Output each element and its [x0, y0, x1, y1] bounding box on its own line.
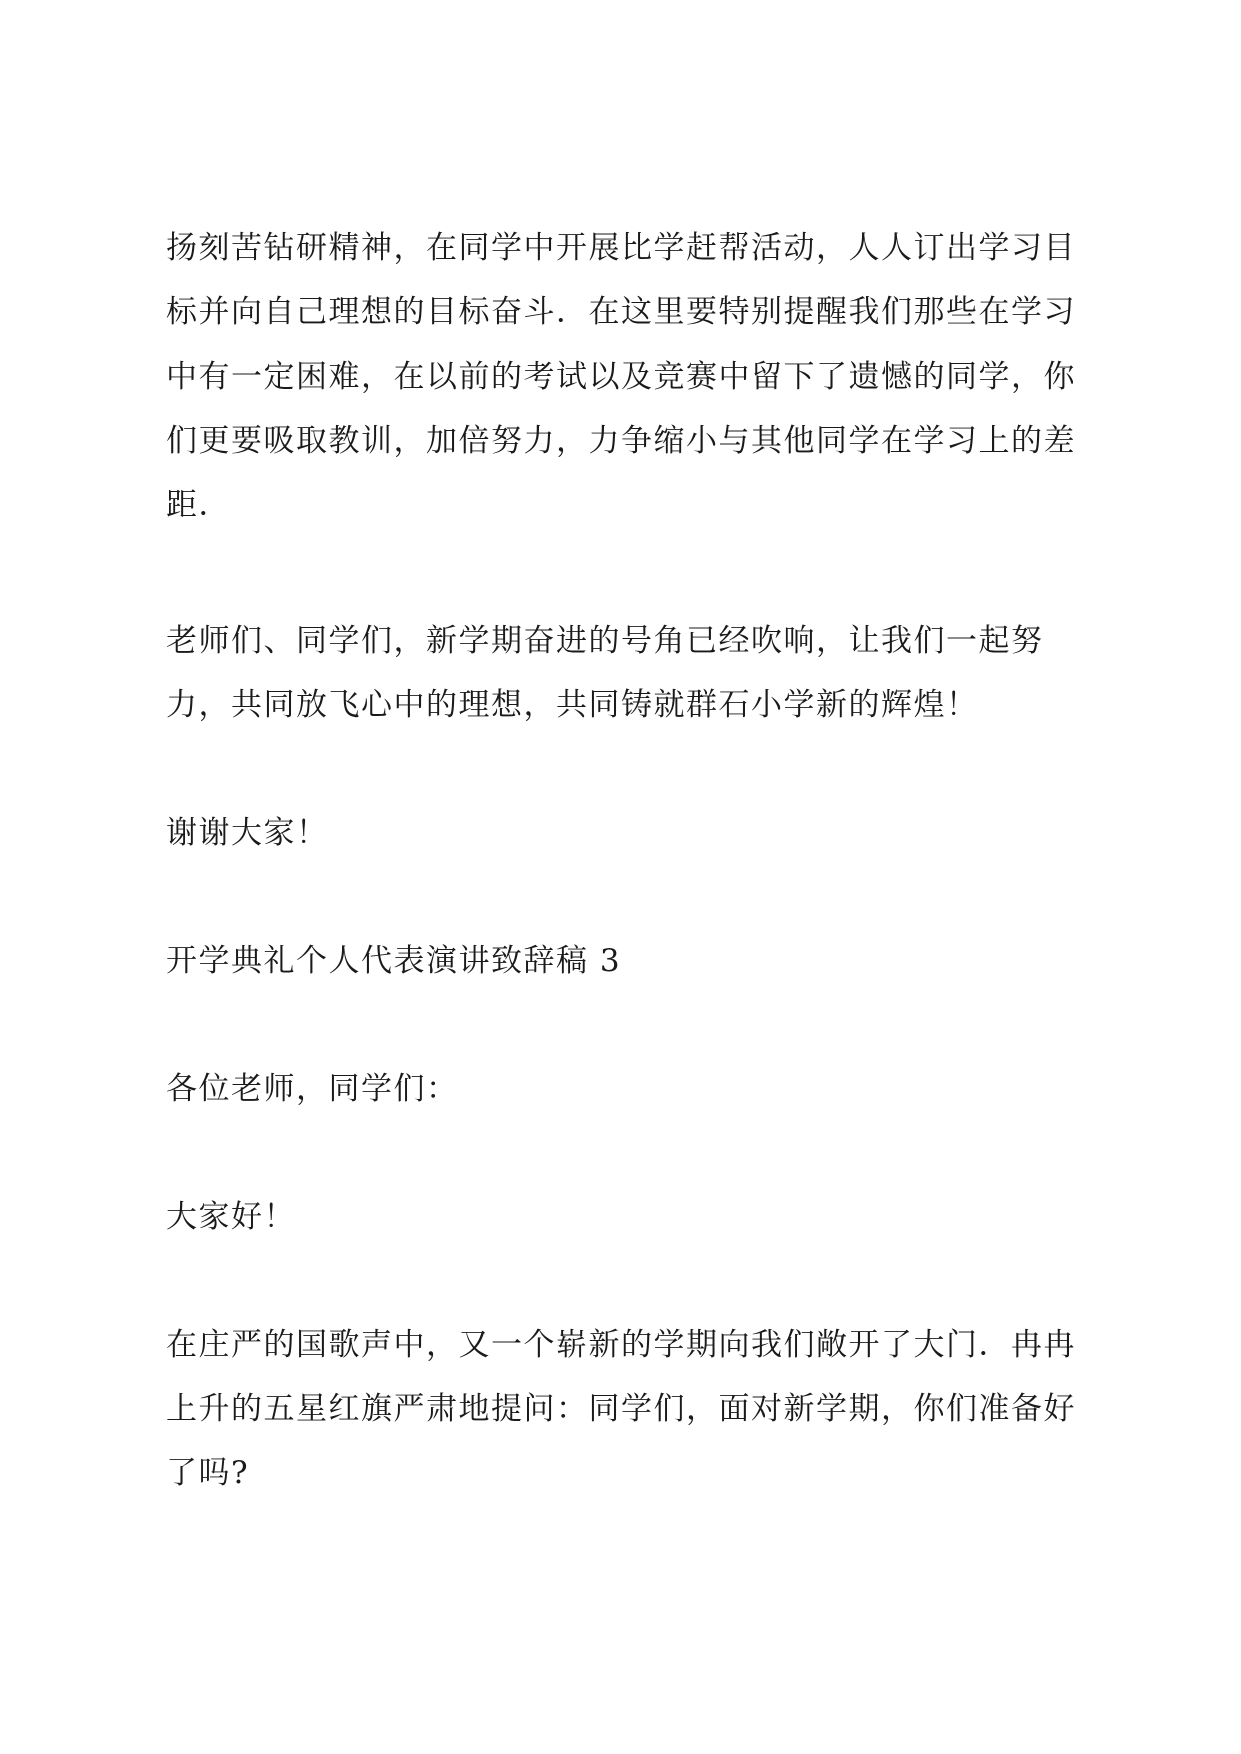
section-title: 开学典礼个人代表演讲致辞稿 3	[166, 943, 622, 979]
paragraph-2-line-2: 力，共同放飞心中的理想，共同铸就群石小学新的辉煌！	[166, 687, 979, 723]
paragraph-2-line-1: 老师们、同学们，新学期奋进的号角已经吹响，让我们一起努	[166, 623, 1044, 659]
greeting: 大家好！	[166, 1199, 296, 1235]
paragraph-3-line-2: 上升的五星红旗严肃地提问：同学们，面对新学期，你们准备好	[166, 1391, 1076, 1427]
thanks-line: 谢谢大家！	[166, 815, 329, 851]
paragraph-1-line-5: 距．	[166, 487, 231, 523]
paragraph-1-line-4: 们更要吸取教训，加倍努力，力争缩小与其他同学在学习上的差	[166, 423, 1076, 459]
paragraph-1-line-2: 标并向自己理想的目标奋斗．在这里要特别提醒我们那些在学习	[166, 294, 1076, 330]
paragraph-3-line-3: 了吗?	[166, 1455, 250, 1491]
salutation: 各位老师，同学们：	[166, 1071, 459, 1107]
paragraph-3-line-1: 在庄严的国歌声中，又一个崭新的学期向我们敞开了大门．冉冉	[166, 1327, 1076, 1363]
paragraph-1-line-3: 中有一定困难，在以前的考试以及竞赛中留下了遗憾的同学，你	[166, 359, 1076, 395]
paragraph-1-line-1: 扬刻苦钻研精神，在同学中开展比学赶帮活动，人人订出学习目	[166, 230, 1076, 266]
